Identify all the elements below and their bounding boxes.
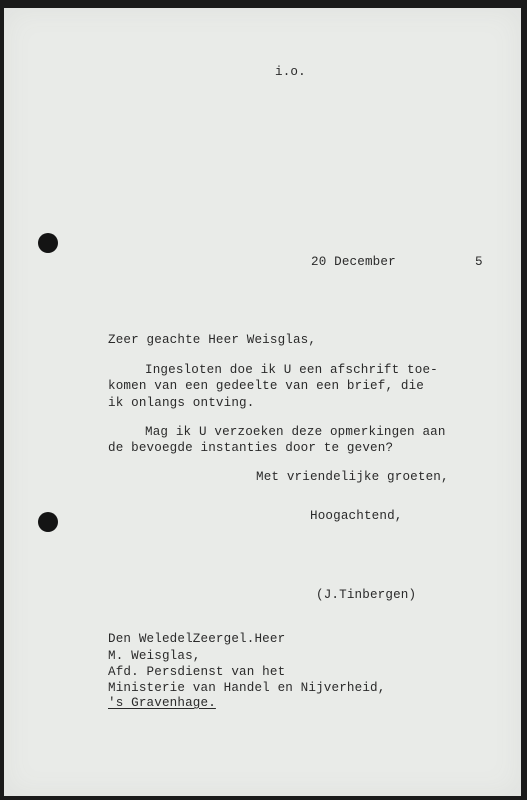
address-line-2: M. Weisglas,	[108, 649, 201, 663]
paragraph1-line3: ik onlangs ontving.	[108, 396, 255, 410]
paragraph1-line2: komen van een gedeelte van een brief, die	[108, 379, 425, 393]
salutation: Zeer geachte Heer Weisglas,	[108, 333, 317, 347]
reference-mark: i.o.	[275, 65, 306, 79]
paragraph2-line2: de bevoegde instanties door te geven?	[108, 441, 394, 455]
closing-formal: Hoogachtend,	[310, 509, 403, 523]
signature-name: (J.Tinbergen)	[316, 588, 417, 602]
punch-hole-bottom	[38, 512, 58, 532]
letter-date: 20 December	[311, 255, 396, 269]
closing-greeting: Met vriendelijke groeten,	[256, 470, 449, 484]
address-line-1: Den WeledelZeergel.Heer	[108, 632, 286, 646]
paragraph1-line1: Ingesloten doe ik U een afschrift toe-	[145, 363, 438, 377]
paragraph2-line1: Mag ik U verzoeken deze opmerkingen aan	[145, 425, 446, 439]
address-line-5: 's Gravenhage.	[108, 696, 216, 710]
address-line-4: Ministerie van Handel en Nijverheid,	[108, 681, 386, 695]
punch-hole-top	[38, 233, 58, 253]
year-digit: 5	[475, 255, 483, 269]
address-line-3: Afd. Persdienst van het	[108, 665, 286, 679]
